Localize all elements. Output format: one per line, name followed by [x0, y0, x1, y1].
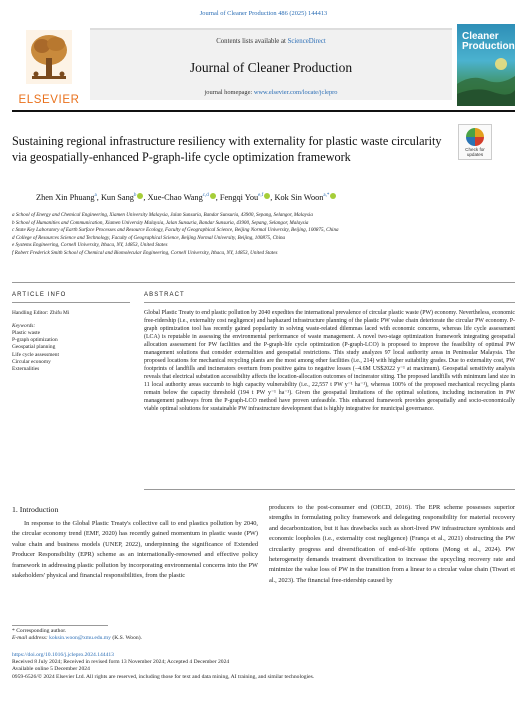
author[interactable]: [36, 193, 97, 202]
elsevier-tree-icon: [26, 30, 72, 84]
introduction-right-column: producers to the post-consumer end (OECD, 2016). The EPR scheme possesses superior strengths in formulating policy framework and delegating responsibility for material recovery and decarbonization, but it has drawbacks such as short-lived PW infrastructure symbiosis and economic loopholes (i.e., externality cost negligence) (França et al., 2021) obstructing the PW circularity progress and diversification of end-of-life options (Mong et al., 2024). PW heterogeneity demands treatment diversification to increase the upcycling recovery rate and minimize the value loss of PW in the transition from a linear to a circular value chain (Tiwari et al., 2023). The financial free-ridership caused by: [269, 504, 515, 584]
author-affil-mark[interactable]: a,*: [323, 193, 330, 199]
journal-title[interactable]: Journal of Cleaner Production: [189, 60, 353, 75]
received-dates: Received 8 July 2024; Received in revised form 13 November 2024; Accepted 4 December 2024: [12, 659, 230, 666]
author-affil-mark[interactable]: a: [94, 193, 97, 199]
journal-header: [12, 24, 515, 106]
article-info-divider: [12, 302, 130, 303]
elsevier-logo[interactable]: [12, 24, 86, 106]
keyword: Circular economy: [12, 358, 51, 365]
updates-badge-line2: updates: [466, 152, 484, 157]
homepage-prefix: journal homepage:: [204, 89, 254, 96]
affiliation: d College of Resources Science and Technology, Faculty of Geographical Science, Beijing Normal University, Beijing, 100875, China: [12, 234, 286, 241]
email-note: [12, 635, 142, 642]
author[interactable]: [220, 193, 270, 202]
keyword: Externalities: [12, 366, 40, 373]
header-divider: [12, 110, 515, 112]
doi-link[interactable]: https://doi.org/10.1016/j.jclepro.2024.144413: [12, 652, 114, 658]
footnote-divider: [12, 625, 108, 626]
affiliations: [12, 212, 515, 258]
contents-prefix: Contents lists available at: [216, 38, 288, 45]
author-name[interactable]: Kun Sang: [100, 193, 134, 202]
journal-info-box: [90, 28, 452, 100]
author-name[interactable]: Xue-Chao Wang: [147, 193, 203, 202]
introduction-left-column: In response to the Global Plastic Treaty's collective call to end plastics pollution by 2040, the circular economy trend (EMF, 2020) has recently gained momentum in plastic waste (PW) value chain and business models (UNEP, 2022), underpinning the significance of Extended Producer Responsibility (EPR) scheme as an internationally-renowned and effective policy framework in addressing plastic pollution by incorporating environmental concerns into the PW stakeholders' physical and financial responsibilities, from the plastic: [12, 520, 258, 580]
keyword: P-graph optimization: [12, 337, 58, 344]
publisher-name: ELSEVIER: [18, 94, 80, 106]
author-name[interactable]: Fengqi You: [219, 193, 259, 202]
article-info-label: ARTICLE INFO: [12, 292, 67, 298]
orcid-icon[interactable]: [264, 193, 270, 199]
journal-citation[interactable]: Journal of Cleaner Production 486 (2025) 144413: [199, 10, 328, 17]
keywords-heading: Keywords:: [12, 323, 36, 329]
abstract-label: ABSTRACT: [144, 292, 185, 298]
email-link[interactable]: koksin.woon@xmu.edu.my: [49, 635, 111, 642]
handling-editor: Handling Editor: Zhifu Mi: [12, 310, 70, 316]
author[interactable]: [101, 193, 143, 202]
contents-line: [90, 38, 452, 45]
email-label: E-mail address:: [12, 635, 50, 642]
updates-badge-line1: Check for: [465, 147, 485, 152]
affiliation: e Systems Engineering, Cornell University, Ithaca, NY, 14853, United States: [12, 242, 168, 249]
author[interactable]: [274, 193, 336, 202]
affiliation: c State Key Laboratory of Earth Surface Processes and Resource Ecology, Faculty of Geographical Science, Beijing Normal University, Beijing, 100875, China: [12, 227, 339, 234]
article-title: Sustaining regional infrastructure resiliency with externality for plastic waste circularity via geospatially-enhanced P-graph-life cycle optimization framework: [12, 134, 442, 164]
keywords-list: [12, 330, 59, 373]
author-affil-mark[interactable]: e,f: [258, 193, 264, 199]
email-suffix: (K.S. Woon).: [110, 635, 142, 642]
author-name[interactable]: Zhen Xin Phuang: [36, 193, 95, 202]
journal-homepage-link[interactable]: www.elsevier.com/locate/jclepro: [253, 89, 338, 96]
corresponding-author-note: * Corresponding author.: [12, 628, 67, 634]
cover-landscape-icon: [457, 24, 515, 106]
affiliation: b School of Humanities and Communication, Xiamen University Malaysia, Jalan Sunsuria, Bandar Sunsuria, 43900, Sepang, Selangor, Malaysia: [12, 219, 309, 226]
available-online: Available online 5 December 2024: [12, 666, 90, 673]
copyright-line: 0959-6526/© 2024 Elsevier Ltd. All rights are reserved, including those for text and data mining, AI training, and similar technologies.: [12, 673, 315, 680]
keyword: Plastic waste: [12, 330, 40, 336]
affiliations-divider: [12, 282, 515, 283]
cover-title-line2: Production: [462, 41, 515, 52]
check-updates-icon: [466, 128, 484, 146]
journal-cover-image[interactable]: [457, 24, 515, 106]
article-footer: [12, 652, 515, 681]
orcid-icon[interactable]: [210, 193, 216, 199]
footnotes: [12, 628, 142, 643]
check-for-updates-badge[interactable]: [458, 124, 492, 160]
homepage-line: [90, 89, 452, 96]
author-affil-mark[interactable]: b: [133, 193, 137, 199]
author-list: Zhen Xin Phuang$^a$, Kun Sang$^b$ , Xue-Chao Wang$^{c,d}$ , Fengqi You$^{e,f}$ , Kok Sin Woon$^{a,*}$: [36, 193, 496, 202]
abstract-text: Global Plastic Treaty to end plastic pollution by 2040 expedites the international prevalence of circular plastic waste (PW) economy. Nevertheless, economic free-ridership (i.e., externality cost negligence) and haphazard infrastructure planning of the plastic PW value chain deteriorate the circular PW economy. P-graph optimization tool has recently gained popularity in solving waste-related dilemmas laced with economic concerns, whereas life cycle assessment (LCA) is reputable in assessing the environmental performance of waste management. A novel two-stage optimization framework integrating geospatial allocation assessment for PW facilities and the P-graph-life cycle optimization (P-graph-LCO) is proposed to improve the feasibility of optimal PW management solutions that consider externalities and geospatial restrictions. This study analyzes 97 local authority areas in Peninsular Malaysia. The proposed locations for mechanical recycling plants are the most among other facilities (i.e., 214) with higher suitability grades. Due to externality cost, PW footprints of landfills and incinerators overturn from positive gains to negative losses (−4.6M US$2022 y⁻¹ at maximum). Geospatial sensitivity analysis reveals that electrical substation accessibility affects the location-allocation outcomes of incinerator siting. The proposed landfills with minimum land size in 11 local authority areas succumb to high capacity vulnerability (i.e., 22,557 t PW y⁻¹ ha⁻¹), whereas 100% of the proposed mechanical recycling plants remain below the capacity threshold (194 t PW y⁻¹ ha⁻¹). Given the geospatial limitations of the optimal solutions, including incineration in PW management pathways from the P-graph-LCO method have proven unfeasible. This enhanced framework provides geospatially and socio-economically viable optimal solutions for sustainable PW infrastructure development that is highly integrative for municipal governance.: [144, 310, 515, 412]
author[interactable]: [148, 193, 216, 202]
keyword: Life cycle assessment: [12, 351, 59, 358]
cover-title-line1: Cleaner: [462, 31, 499, 42]
keyword: Geospatial planning: [12, 344, 56, 351]
author-affil-mark[interactable]: c,d: [202, 193, 209, 199]
affiliation: a School of Energy and Chemical Engineering, Xiamen University Malaysia, Jalan Sunsuria, Bandar Sunsuria, 43900, Sepang, Selangor, Malaysia: [12, 212, 313, 218]
author-name[interactable]: Kok Sin Woon: [274, 193, 324, 202]
sciencedirect-link[interactable]: ScienceDirect: [287, 38, 326, 45]
orcid-icon[interactable]: [330, 193, 336, 199]
affiliation: f Robert Frederick Smith School of Chemical and Biomolecular Engineering, Cornell University, Ithaca, NY, 14853, United States: [12, 249, 278, 256]
abstract-divider: [144, 302, 515, 303]
orcid-icon[interactable]: [137, 193, 143, 199]
introduction-heading: 1. Introduction: [12, 505, 59, 514]
abstract-end-divider: [144, 489, 515, 490]
